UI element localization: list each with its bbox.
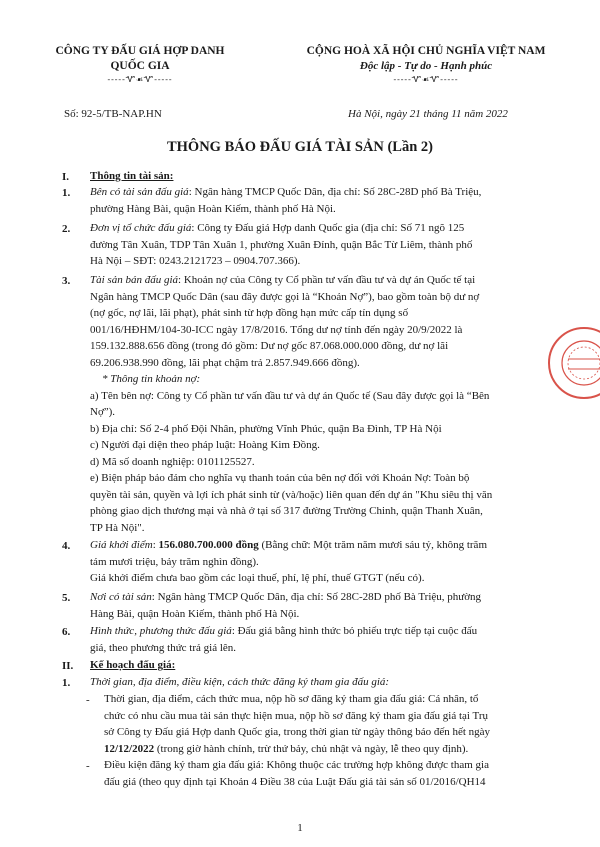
document-number: Số: 92-5/TB-NAP.HN [64,108,162,120]
starting-price: 156.080.700.000 đồng [158,539,259,551]
section-number: I. [62,171,70,183]
registration-time-paragraph: Thời gian, địa điểm, cách thức mua, nộp hồ sơ đăng ký tham gia đấu giá: Cá nhân, tổ chức có nhu cầu mua tài sản thực hiện mua, nộp hồ sơ đăng ký tham gia đấu giá tại Trụ sở Công ty Đấu giá Hợp danh Quốc gia, trong thời gian từ ngày thông báo đến hết ngày 12/12/2022 (trong giờ hành chính, trừ thứ bảy, chủ nhật và ngày, lễ theo quy định). [104,693,491,755]
registration-condition-paragraph: Điều kiện đăng ký tham gia đấu giá: Không thuộc các trường hợp không được tham gia đấu giá (theo quy định tại Khoản 4 Điều 38 của Luật Đấu giá tài sản số 01/2016/QH14 [104,759,489,788]
item-number: 3. [62,275,71,287]
header-decoration-right: -----Ꮙ☙Ꮙ----- [393,75,459,84]
section-heading: Thông tin tài sản: [90,170,174,182]
national-header [272,44,580,86]
debt-info-heading: * Thông tin khoản nợ: [102,373,201,385]
legal-representative: c) Người đại diện theo pháp luật: Hoàng Kim Đồng. [90,439,320,451]
page-number: 1 [297,822,303,834]
asset-location-paragraph: Nơi có tài sản: Ngân hàng TMCP Quốc Dân, địa chỉ: Số 28C-28D phố Bà Triệu, phường Hàng Bài, quận Hoàn Kiếm, thành phố Hà Nội. [90,591,482,620]
republic-title: CỘNG HOÀ XÃ HỘI CHỦ NGHĨA VIỆT NAM [306,45,546,57]
item-number: 6. [62,626,71,638]
enterprise-code: d) Mã số doanh nghiệp: 0101125527. [90,455,255,468]
registration-deadline: 12/12/2022 [104,742,155,755]
registration-heading: Thời gian, địa điểm, điều kiện, cách thức đăng ký tham gia đấu giá: [90,676,390,688]
auction-asset-paragraph: Tài sản bán đấu giá: Khoản nợ của Công ty Cổ phần tư vấn đầu tư và dự án Quốc tế tại Ngân hàng TMCP Quốc Dân (sau đây được gọi là “Khoản Nợ”), bao gồm toàn bộ dư nợ (nợ gốc, nợ lãi, lãi phạt), phát sinh từ hợp đồng hạn mức cấp tín dụng số 001/16/HĐHM/104-30-ICC ngày 17/8/2016. Tổng dư nợ tính đến ngày 20/9/2022 là 159.132.888.656 đồng (trong đó gồm: Dư nợ gốc 87.068.000.000 đồng, dư nợ lãi 69.206.938.990 đồng, lãi phạt chậm trả 2.857.949.666 đồng). * Thông tin khoản nợ: a) Tên bên nợ: Công ty Cổ phần tư vấn đầu tư và dự án Quốc tế (Sau đây được gọi là “Bên Nợ”). b) Địa chỉ: Số 2-4 phố Đội Nhân, phường Vĩnh Phúc, quận Ba Đình, TP Hà Nội c) Người đại diện theo pháp luật: Hoàng Kim Đồng. d) Mã số doanh nghiệp: 0101125527. e) Biện pháp bảo đảm cho nghĩa vụ thanh toán của bên nợ đối với Khoản Nợ: Toàn bộ quyền tài sản, quyền và lợi ích phát sinh từ (và/hoặc) liên quan đến dự án "Khu siêu thị văn phòng giao dịch thương mại và nhà ở tại số 317 đường Trường Chinh, quận Thanh Xuân, TP Hà Nội". [90,272,584,536]
security-measure: e) Biện pháp bảo đảm cho nghĩa vụ thanh toán của bên nợ đối với Khoản Nợ: Toàn bộ [90,472,470,484]
item-number: 4. [62,540,71,552]
national-motto: Độc lập - Tự do - Hạnh phúc [359,60,493,72]
item-number: 2. [62,223,71,235]
section-number: II. [62,660,74,672]
debtor-address: b) Địa chỉ: Số 2-4 phố Đội Nhân, phường Vĩnh Phúc, quận Ba Đình, TP Hà Nội [90,422,442,435]
bullet-dash: - [86,694,90,706]
item-number: 5. [62,592,71,604]
starting-price-paragraph: Giá khởi điểm: 156.080.700.000 đồng (Bằng chữ: Một trăm năm mươi sáu tỷ, không trăm tám mươi triệu, bảy trăm nghìn đồng). Giá khởi điểm chưa bao gồm các loại thuế, phí, lệ phí, thuế GTGT (nếu có). [90,539,487,584]
item-number: 1. [62,187,71,199]
header-decoration-left: -----Ꮙ☙Ꮙ----- [107,75,173,84]
section-heading: Kế hoạch đấu giá: [90,659,176,671]
document-date: Hà Nội, ngày 21 tháng 11 năm 2022 [348,108,508,120]
bullet-dash: - [86,760,90,772]
company-seal-icon [546,325,600,401]
organization-header [40,44,240,86]
item-number: 1. [62,677,71,689]
organization-name-line2: QUỐC GIA [110,60,170,72]
auction-method-paragraph: Hình thức, phương thức đấu giá: Đấu giá bằng hình thức bỏ phiếu trực tiếp tại cuộc đấu giá, theo phương thức trả giá lên. [90,625,478,654]
auction-organizer-paragraph: Đơn vị tổ chức đấu giá: Công ty Đấu giá Hợp danh Quốc gia (địa chỉ: Số 71 ngõ 125 đường Tân Xuân, TDP Tân Xuân 1, phường Xuân Đỉnh, quận Bắc Từ Liêm, thành phố Hà Nội – SĐT: 0243.2121723 – 0904.707.366). [90,222,473,267]
document-title: THÔNG BÁO ĐẤU GIÁ TÀI SẢN (Lần 2) [166,139,433,155]
organization-name-line1: CÔNG TY ĐẤU GIÁ HỢP DANH [55,45,225,57]
asset-owner-paragraph: Bên có tài sản đấu giá: Ngân hàng TMCP Quốc Dân, địa chỉ: Số 28C-28D phố Bà Triệu, phường Hàng Bài, quận Hoàn Kiếm, thành phố Hà Nội. [90,186,482,215]
debtor-name: a) Tên bên nợ: Công ty Cổ phần tư vấn đầu tư và dự án Quốc tế (Sau đây được gọi là “Bên [90,389,490,402]
